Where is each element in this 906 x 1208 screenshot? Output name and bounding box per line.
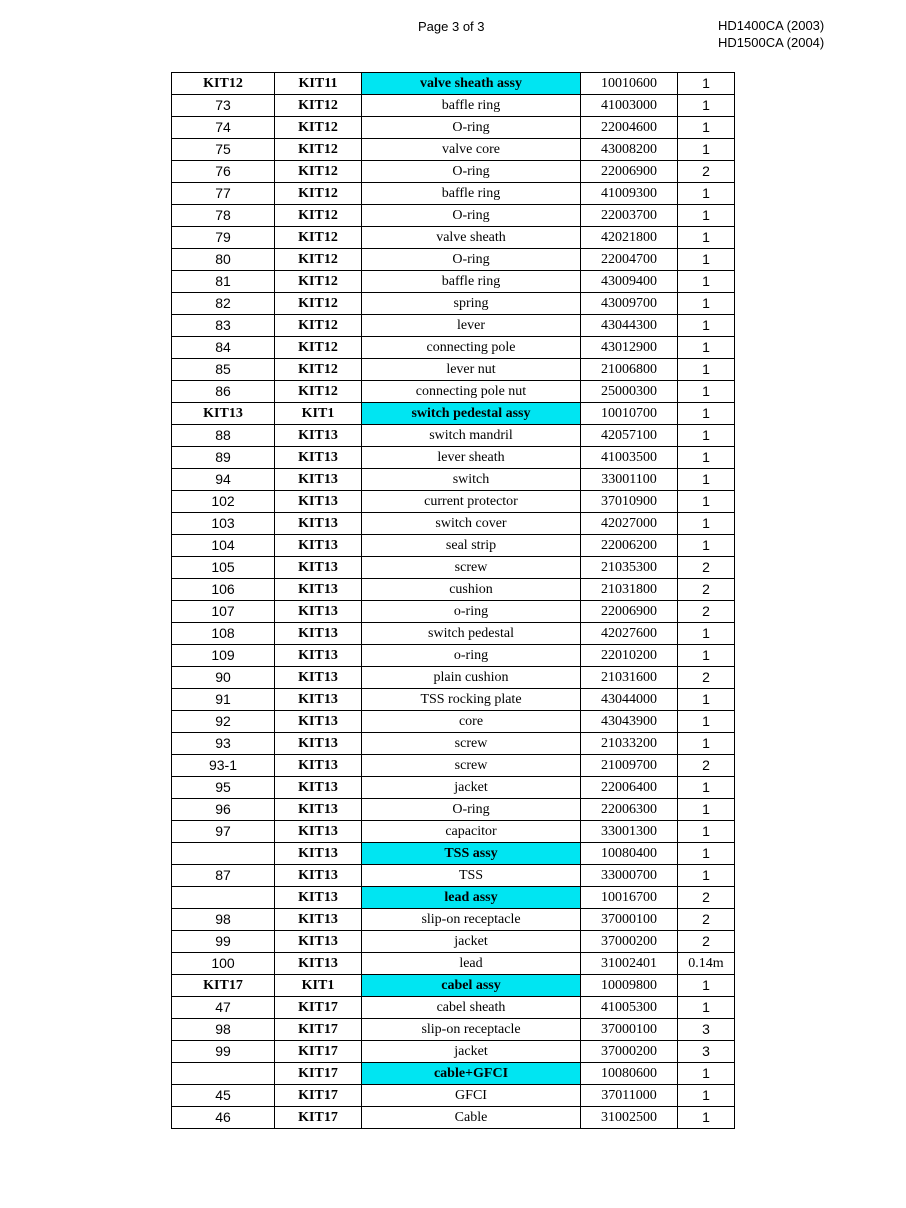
kit-cell: KIT13 xyxy=(275,909,362,931)
ref-number-cell: 91 xyxy=(172,689,275,711)
kit-cell: KIT13 xyxy=(275,601,362,623)
description-cell: lead assy xyxy=(362,887,581,909)
kit-cell: KIT13 xyxy=(275,623,362,645)
quantity-cell: 2 xyxy=(678,579,735,601)
kit-cell: KIT13 xyxy=(275,799,362,821)
description-cell: valve sheath assy xyxy=(362,73,581,95)
ref-number-cell: 106 xyxy=(172,579,275,601)
part-number-cell: 33001300 xyxy=(581,821,678,843)
description-cell: o-ring xyxy=(362,645,581,667)
description-cell: jacket xyxy=(362,1041,581,1063)
description-cell: baffle ring xyxy=(362,95,581,117)
part-number-cell: 43009400 xyxy=(581,271,678,293)
kit-cell: KIT12 xyxy=(275,161,362,183)
quantity-cell: 1 xyxy=(678,1107,735,1129)
description-cell: GFCI xyxy=(362,1085,581,1107)
ref-number-cell: 80 xyxy=(172,249,275,271)
kit-cell: KIT13 xyxy=(275,645,362,667)
ref-number-cell: 105 xyxy=(172,557,275,579)
ref-number-cell: 102 xyxy=(172,491,275,513)
kit-cell: KIT13 xyxy=(275,711,362,733)
table-row xyxy=(172,381,735,403)
part-number-cell: 41003500 xyxy=(581,447,678,469)
description-cell: capacitor xyxy=(362,821,581,843)
quantity-cell: 3 xyxy=(678,1019,735,1041)
ref-number-cell: 85 xyxy=(172,359,275,381)
part-number-cell: 43044300 xyxy=(581,315,678,337)
table-row xyxy=(172,227,735,249)
quantity-cell: 1 xyxy=(678,425,735,447)
quantity-cell: 1 xyxy=(678,315,735,337)
part-number-cell: 22006200 xyxy=(581,535,678,557)
quantity-cell: 1 xyxy=(678,205,735,227)
table-row xyxy=(172,249,735,271)
ref-number-cell: 74 xyxy=(172,117,275,139)
kit-cell: KIT12 xyxy=(275,315,362,337)
table-row xyxy=(172,205,735,227)
description-cell: O-ring xyxy=(362,161,581,183)
quantity-cell: 1 xyxy=(678,1063,735,1085)
parts-table-body xyxy=(172,73,735,1129)
table-row xyxy=(172,293,735,315)
ref-number-cell: 109 xyxy=(172,645,275,667)
quantity-cell: 1 xyxy=(678,139,735,161)
kit-cell: KIT12 xyxy=(275,359,362,381)
quantity-cell: 1 xyxy=(678,975,735,997)
description-cell: O-ring xyxy=(362,117,581,139)
quantity-cell: 2 xyxy=(678,755,735,777)
part-number-cell: 41003000 xyxy=(581,95,678,117)
description-cell: lever sheath xyxy=(362,447,581,469)
quantity-cell: 1 xyxy=(678,469,735,491)
description-cell: connecting pole xyxy=(362,337,581,359)
kit-cell: KIT12 xyxy=(275,381,362,403)
kit-cell: KIT13 xyxy=(275,425,362,447)
ref-number-cell: 90 xyxy=(172,667,275,689)
description-cell: switch mandril xyxy=(362,425,581,447)
quantity-cell: 1 xyxy=(678,117,735,139)
description-cell: switch cover xyxy=(362,513,581,535)
description-cell: TSS xyxy=(362,865,581,887)
ref-number-cell: 100 xyxy=(172,953,275,975)
ref-number-cell: 73 xyxy=(172,95,275,117)
kit-cell: KIT13 xyxy=(275,513,362,535)
part-number-cell: 10009800 xyxy=(581,975,678,997)
quantity-cell: 1 xyxy=(678,689,735,711)
part-number-cell: 37000200 xyxy=(581,1041,678,1063)
ref-number-cell: 87 xyxy=(172,865,275,887)
ref-number-cell: 75 xyxy=(172,139,275,161)
quantity-cell: 0.14m xyxy=(678,953,735,975)
kit-cell: KIT13 xyxy=(275,865,362,887)
table-row xyxy=(172,447,735,469)
assembly-row xyxy=(172,403,735,425)
part-number-cell: 42057100 xyxy=(581,425,678,447)
ref-number-cell xyxy=(172,887,275,909)
kit-cell: KIT1 xyxy=(275,403,362,425)
ref-number-cell: KIT13 xyxy=(172,403,275,425)
part-number-cell: 21006800 xyxy=(581,359,678,381)
table-row xyxy=(172,513,735,535)
quantity-cell: 1 xyxy=(678,865,735,887)
quantity-cell: 1 xyxy=(678,645,735,667)
kit-cell: KIT13 xyxy=(275,887,362,909)
quantity-cell: 2 xyxy=(678,601,735,623)
ref-number-cell: 93-1 xyxy=(172,755,275,777)
table-row xyxy=(172,469,735,491)
description-cell: lead xyxy=(362,953,581,975)
table-row xyxy=(172,535,735,557)
part-number-cell: 43008200 xyxy=(581,139,678,161)
kit-cell: KIT13 xyxy=(275,557,362,579)
model-line: HD1500CA (2004) xyxy=(718,35,825,50)
kit-cell: KIT12 xyxy=(275,337,362,359)
ref-number-cell: 98 xyxy=(172,909,275,931)
table-row xyxy=(172,557,735,579)
table-row xyxy=(172,1019,735,1041)
description-cell: screw xyxy=(362,733,581,755)
description-cell: baffle ring xyxy=(362,271,581,293)
kit-cell: KIT12 xyxy=(275,95,362,117)
ref-number-cell: 99 xyxy=(172,1041,275,1063)
ref-number-cell: 88 xyxy=(172,425,275,447)
quantity-cell: 1 xyxy=(678,711,735,733)
ref-number-cell: 78 xyxy=(172,205,275,227)
part-number-cell: 22006300 xyxy=(581,799,678,821)
description-cell: O-ring xyxy=(362,249,581,271)
kit-cell: KIT13 xyxy=(275,733,362,755)
table-row xyxy=(172,755,735,777)
table-row xyxy=(172,359,735,381)
description-cell: screw xyxy=(362,755,581,777)
table-row xyxy=(172,337,735,359)
table-row xyxy=(172,1085,735,1107)
kit-cell: KIT12 xyxy=(275,227,362,249)
kit-cell: KIT11 xyxy=(275,73,362,95)
part-number-cell: 37000100 xyxy=(581,909,678,931)
kit-cell: KIT13 xyxy=(275,931,362,953)
ref-number-cell: 94 xyxy=(172,469,275,491)
ref-number-cell xyxy=(172,1063,275,1085)
quantity-cell: 1 xyxy=(678,381,735,403)
part-number-cell: 10080400 xyxy=(581,843,678,865)
description-cell: cable+GFCI xyxy=(362,1063,581,1085)
part-number-cell: 37011000 xyxy=(581,1085,678,1107)
ref-number-cell: 84 xyxy=(172,337,275,359)
part-number-cell: 22006400 xyxy=(581,777,678,799)
part-number-cell: 21033200 xyxy=(581,733,678,755)
part-number-cell: 43012900 xyxy=(581,337,678,359)
assembly-row xyxy=(172,975,735,997)
ref-number-cell: 95 xyxy=(172,777,275,799)
ref-number-cell: 81 xyxy=(172,271,275,293)
quantity-cell: 2 xyxy=(678,931,735,953)
part-number-cell: 43009700 xyxy=(581,293,678,315)
page-number: Page 3 of 3 xyxy=(418,19,485,34)
kit-cell: KIT13 xyxy=(275,821,362,843)
kit-cell: KIT13 xyxy=(275,491,362,513)
quantity-cell: 1 xyxy=(678,821,735,843)
quantity-cell: 1 xyxy=(678,799,735,821)
assembly-row xyxy=(172,887,735,909)
kit-cell: KIT13 xyxy=(275,469,362,491)
description-cell: current protector xyxy=(362,491,581,513)
kit-cell: KIT12 xyxy=(275,117,362,139)
quantity-cell: 1 xyxy=(678,843,735,865)
quantity-cell: 1 xyxy=(678,1085,735,1107)
kit-cell: KIT17 xyxy=(275,1041,362,1063)
part-number-cell: 33000700 xyxy=(581,865,678,887)
table-row xyxy=(172,161,735,183)
part-number-cell: 21031800 xyxy=(581,579,678,601)
table-row xyxy=(172,117,735,139)
quantity-cell: 1 xyxy=(678,95,735,117)
quantity-cell: 1 xyxy=(678,777,735,799)
part-number-cell: 22004600 xyxy=(581,117,678,139)
kit-cell: KIT17 xyxy=(275,1063,362,1085)
ref-number-cell: 97 xyxy=(172,821,275,843)
part-number-cell: 21009700 xyxy=(581,755,678,777)
description-cell: switch pedestal xyxy=(362,623,581,645)
quantity-cell: 1 xyxy=(678,73,735,95)
table-row xyxy=(172,711,735,733)
model-list xyxy=(718,17,824,51)
description-cell: core xyxy=(362,711,581,733)
description-cell: slip-on receptacle xyxy=(362,909,581,931)
ref-number-cell: 45 xyxy=(172,1085,275,1107)
quantity-cell: 3 xyxy=(678,1041,735,1063)
description-cell: cabel assy xyxy=(362,975,581,997)
description-cell: jacket xyxy=(362,931,581,953)
table-row xyxy=(172,425,735,447)
quantity-cell: 1 xyxy=(678,535,735,557)
parts-table xyxy=(171,72,735,1129)
kit-cell: KIT13 xyxy=(275,777,362,799)
ref-number-cell: KIT17 xyxy=(172,975,275,997)
kit-cell: KIT13 xyxy=(275,667,362,689)
part-number-cell: 33001100 xyxy=(581,469,678,491)
description-cell: baffle ring xyxy=(362,183,581,205)
kit-cell: KIT17 xyxy=(275,997,362,1019)
part-number-cell: 31002401 xyxy=(581,953,678,975)
description-cell: plain cushion xyxy=(362,667,581,689)
quantity-cell: 1 xyxy=(678,733,735,755)
part-number-cell: 42027000 xyxy=(581,513,678,535)
table-row xyxy=(172,579,735,601)
table-row xyxy=(172,821,735,843)
quantity-cell: 1 xyxy=(678,271,735,293)
part-number-cell: 22006900 xyxy=(581,601,678,623)
ref-number-cell: 98 xyxy=(172,1019,275,1041)
kit-cell: KIT13 xyxy=(275,447,362,469)
description-cell: TSS rocking plate xyxy=(362,689,581,711)
part-number-cell: 10010600 xyxy=(581,73,678,95)
table-row xyxy=(172,777,735,799)
description-cell: valve core xyxy=(362,139,581,161)
part-number-cell: 42021800 xyxy=(581,227,678,249)
quantity-cell: 1 xyxy=(678,249,735,271)
description-cell: switch xyxy=(362,469,581,491)
ref-number-cell: 86 xyxy=(172,381,275,403)
part-number-cell: 22003700 xyxy=(581,205,678,227)
table-row xyxy=(172,1041,735,1063)
description-cell: connecting pole nut xyxy=(362,381,581,403)
kit-cell: KIT12 xyxy=(275,249,362,271)
assembly-row xyxy=(172,73,735,95)
part-number-cell: 10016700 xyxy=(581,887,678,909)
kit-cell: KIT12 xyxy=(275,293,362,315)
table-row xyxy=(172,865,735,887)
assembly-row xyxy=(172,843,735,865)
table-row xyxy=(172,997,735,1019)
kit-cell: KIT12 xyxy=(275,183,362,205)
ref-number-cell: KIT12 xyxy=(172,73,275,95)
part-number-cell: 22004700 xyxy=(581,249,678,271)
description-cell: seal strip xyxy=(362,535,581,557)
table-row xyxy=(172,95,735,117)
table-row xyxy=(172,601,735,623)
quantity-cell: 1 xyxy=(678,623,735,645)
table-row xyxy=(172,623,735,645)
table-row xyxy=(172,315,735,337)
quantity-cell: 2 xyxy=(678,887,735,909)
table-row xyxy=(172,183,735,205)
quantity-cell: 2 xyxy=(678,909,735,931)
table-row xyxy=(172,689,735,711)
quantity-cell: 2 xyxy=(678,667,735,689)
ref-number-cell: 103 xyxy=(172,513,275,535)
ref-number-cell: 46 xyxy=(172,1107,275,1129)
ref-number-cell: 99 xyxy=(172,931,275,953)
description-cell: cabel sheath xyxy=(362,997,581,1019)
kit-cell: KIT13 xyxy=(275,689,362,711)
model-line: HD1400CA (2003) xyxy=(718,18,825,33)
part-number-cell: 37010900 xyxy=(581,491,678,513)
quantity-cell: 1 xyxy=(678,491,735,513)
description-cell: cushion xyxy=(362,579,581,601)
part-number-cell: 22006900 xyxy=(581,161,678,183)
quantity-cell: 1 xyxy=(678,359,735,381)
table-row xyxy=(172,931,735,953)
ref-number-cell: 83 xyxy=(172,315,275,337)
kit-cell: KIT1 xyxy=(275,975,362,997)
ref-number-cell: 93 xyxy=(172,733,275,755)
description-cell: O-ring xyxy=(362,799,581,821)
ref-number-cell xyxy=(172,843,275,865)
kit-cell: KIT13 xyxy=(275,843,362,865)
ref-number-cell: 107 xyxy=(172,601,275,623)
kit-cell: KIT13 xyxy=(275,755,362,777)
quantity-cell: 1 xyxy=(678,403,735,425)
quantity-cell: 1 xyxy=(678,337,735,359)
quantity-cell: 2 xyxy=(678,557,735,579)
table-row xyxy=(172,491,735,513)
kit-cell: KIT13 xyxy=(275,579,362,601)
description-cell: lever xyxy=(362,315,581,337)
part-number-cell: 21031600 xyxy=(581,667,678,689)
description-cell: valve sheath xyxy=(362,227,581,249)
part-number-cell: 42027600 xyxy=(581,623,678,645)
kit-cell: KIT13 xyxy=(275,953,362,975)
description-cell: lever nut xyxy=(362,359,581,381)
description-cell: TSS assy xyxy=(362,843,581,865)
ref-number-cell: 104 xyxy=(172,535,275,557)
description-cell: O-ring xyxy=(362,205,581,227)
ref-number-cell: 82 xyxy=(172,293,275,315)
kit-cell: KIT12 xyxy=(275,205,362,227)
ref-number-cell: 96 xyxy=(172,799,275,821)
part-number-cell: 43044000 xyxy=(581,689,678,711)
table-row xyxy=(172,139,735,161)
kit-cell: KIT12 xyxy=(275,271,362,293)
table-row xyxy=(172,667,735,689)
ref-number-cell: 77 xyxy=(172,183,275,205)
description-cell: jacket xyxy=(362,777,581,799)
assembly-row xyxy=(172,1063,735,1085)
quantity-cell: 2 xyxy=(678,161,735,183)
description-cell: slip-on receptacle xyxy=(362,1019,581,1041)
ref-number-cell: 108 xyxy=(172,623,275,645)
kit-cell: KIT17 xyxy=(275,1107,362,1129)
part-number-cell: 10010700 xyxy=(581,403,678,425)
table-row xyxy=(172,271,735,293)
kit-cell: KIT13 xyxy=(275,535,362,557)
part-number-cell: 41005300 xyxy=(581,997,678,1019)
part-number-cell: 10080600 xyxy=(581,1063,678,1085)
table-row xyxy=(172,953,735,975)
table-row xyxy=(172,1107,735,1129)
table-row xyxy=(172,799,735,821)
description-cell: screw xyxy=(362,557,581,579)
part-number-cell: 37000200 xyxy=(581,931,678,953)
part-number-cell: 37000100 xyxy=(581,1019,678,1041)
part-number-cell: 21035300 xyxy=(581,557,678,579)
quantity-cell: 1 xyxy=(678,183,735,205)
kit-cell: KIT17 xyxy=(275,1019,362,1041)
quantity-cell: 1 xyxy=(678,513,735,535)
table-row xyxy=(172,733,735,755)
quantity-cell: 1 xyxy=(678,997,735,1019)
kit-cell: KIT17 xyxy=(275,1085,362,1107)
part-number-cell: 25000300 xyxy=(581,381,678,403)
ref-number-cell: 89 xyxy=(172,447,275,469)
ref-number-cell: 79 xyxy=(172,227,275,249)
ref-number-cell: 47 xyxy=(172,997,275,1019)
part-number-cell: 41009300 xyxy=(581,183,678,205)
ref-number-cell: 92 xyxy=(172,711,275,733)
table-row xyxy=(172,909,735,931)
kit-cell: KIT12 xyxy=(275,139,362,161)
table-row xyxy=(172,645,735,667)
description-cell: Cable xyxy=(362,1107,581,1129)
quantity-cell: 1 xyxy=(678,293,735,315)
part-number-cell: 31002500 xyxy=(581,1107,678,1129)
quantity-cell: 1 xyxy=(678,227,735,249)
quantity-cell: 1 xyxy=(678,447,735,469)
description-cell: o-ring xyxy=(362,601,581,623)
part-number-cell: 22010200 xyxy=(581,645,678,667)
part-number-cell: 43043900 xyxy=(581,711,678,733)
description-cell: spring xyxy=(362,293,581,315)
ref-number-cell: 76 xyxy=(172,161,275,183)
description-cell: switch pedestal assy xyxy=(362,403,581,425)
